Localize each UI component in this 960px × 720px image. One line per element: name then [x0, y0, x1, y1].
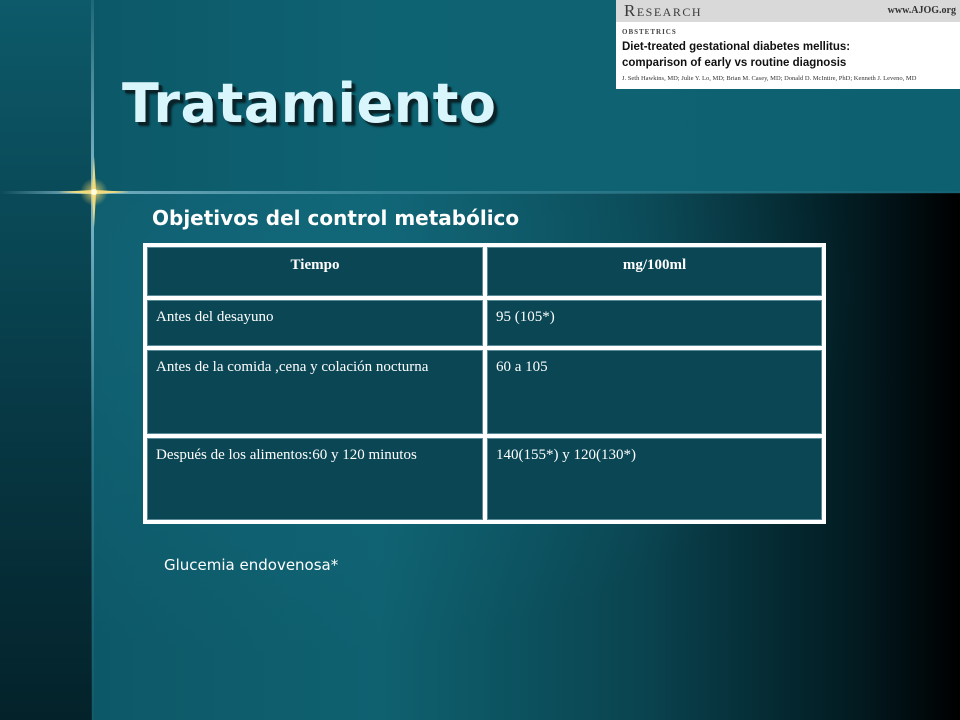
footnote-text: Glucemia endovenosa*: [164, 556, 339, 574]
vertical-accent-line: [91, 0, 94, 720]
table-cell-value: 140(155*) y 120(130*): [487, 438, 822, 520]
horizontal-accent-line: [0, 191, 960, 194]
table-cell-time: Después de los alimentos:60 y 120 minutos: [147, 438, 483, 520]
journal-article-clipping: [616, 0, 960, 89]
journal-article-title-line1: Diet-treated gestational diabetes mellitus:: [622, 41, 851, 53]
table-row: [147, 300, 822, 346]
sparkle-star-icon: [52, 150, 136, 234]
left-band: [0, 0, 92, 720]
journal-header-bar: [616, 0, 960, 22]
table-cell-time: Antes de la comida ,cena y colación nocturna: [147, 350, 483, 434]
table-cell-time: Antes del desayuno: [147, 300, 483, 346]
journal-article-title-line2: comparison of early vs routine diagnosis: [622, 57, 847, 69]
journal-section-label: OBSTETRICS: [622, 28, 677, 36]
journal-authors: J. Seth Hawkins, MD; Julie Y. Lo, MD; Brian M. Casey, MD; Donald D. McIntire, PhD; Kenneth J. Leveno, MD: [622, 75, 917, 82]
slide-subtitle: Objetivos del control metabólico: [152, 206, 520, 230]
table-cell-value: 60 a 105: [487, 350, 822, 434]
journal-url: www.AJOG.org: [887, 5, 956, 16]
table-header-row: [147, 247, 822, 296]
metabolic-goals-table: [143, 243, 826, 524]
column-header-tiempo: Tiempo: [147, 247, 483, 296]
journal-research-label: Research: [624, 1, 703, 20]
table-row: [147, 438, 822, 520]
table-cell-value: 95 (105*): [487, 300, 822, 346]
table-row: [147, 350, 822, 434]
column-header-mg: mg/100ml: [487, 247, 822, 296]
slide-title: Tratamiento: [122, 72, 497, 135]
